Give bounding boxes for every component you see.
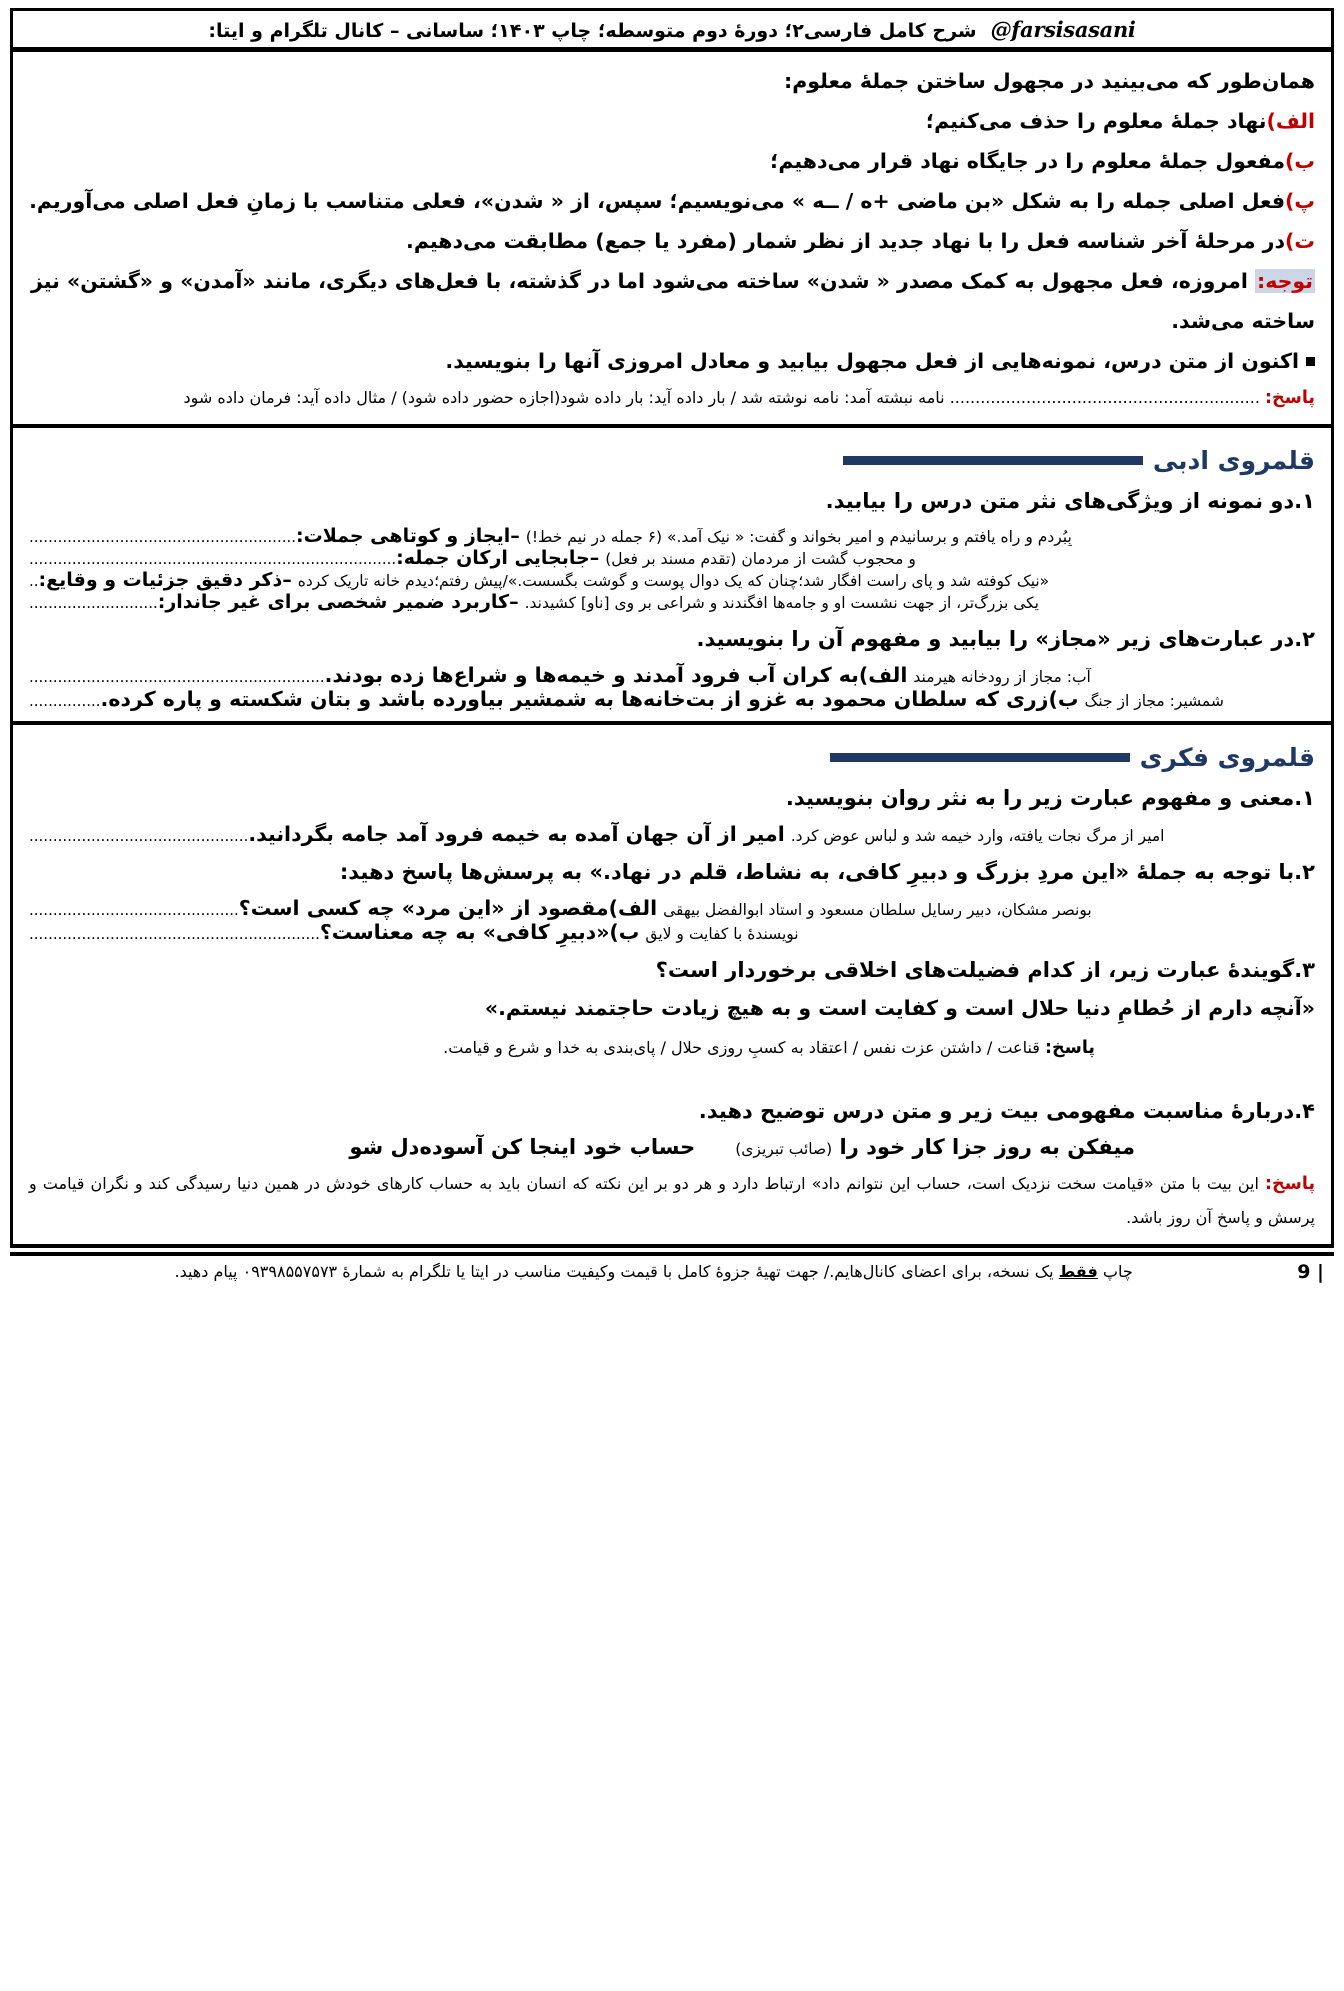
intellectual-q2-item-alef-question: الف)مقصود از «این مرد» چه کسی است؟............................................ <box>29 896 658 921</box>
step-text-alef: نهاد جملهٔ معلوم را حذف می‌کنیم؛ <box>925 108 1267 133</box>
literary-question-1: ۱.دو نمونه از ویژگی‌های نثر متن درس را بیابید. <box>825 489 1315 514</box>
literary-q2-item-alef-question: الف)به کران آب فرود آمدند و خیمه‌ها و شراع‌ها زده بودند............................................................... <box>29 663 908 688</box>
header-title: شرح کامل فارسی۲؛ دورهٔ دوم متوسطه؛ چاپ ۱۴۰۳؛ ساسانی – کانال تلگرام و ایتا: <box>208 19 977 42</box>
note-tag: توجه: <box>1257 268 1313 293</box>
literary-domain-section <box>10 428 1334 725</box>
intellectual-q2-item-alef-answer: بونصر مشکان، دبیر رسایل سلطان مسعود و استاد ابوالفضل بیهقی <box>663 901 1092 920</box>
grammar-task <box>29 342 1315 382</box>
heading-rule <box>830 753 1130 762</box>
literary-item-4-label: –کاربرد ضمیر شخصی برای غیر جاندار:........................... <box>29 591 519 614</box>
grammar-step-pe <box>29 182 1315 222</box>
intellectual-q3-answer-row <box>29 1032 1315 1064</box>
grammar-answer-row <box>29 382 1315 414</box>
heading-rule <box>843 456 1143 465</box>
couplet-line <box>29 1135 1315 1159</box>
square-bullet-icon <box>1306 357 1315 366</box>
footer-emphasis: فقط <box>1058 1262 1098 1281</box>
literary-item-1-answer: بِبُردم و راه یافتم و برسانیدم و امیر بخواند و گفت: « نیک آمد.» (۶ جمله در نیم خط!) <box>525 528 1072 547</box>
intellectual-q2-item-alef <box>29 896 1315 920</box>
intellectual-q2-item-be <box>29 920 1315 944</box>
literary-item-3-answer: «نیک کوفته شد و پای راست افگار شد؛چنان که یک دوال پوست و گوشت بگسست.»/پیش رفتم؛دیدم خانه تاریک کرده <box>297 572 1050 591</box>
literary-item-4 <box>29 591 1315 613</box>
intellectual-domain-label: قلمروی فکری <box>1139 743 1315 773</box>
step-marker-be: ب) <box>1285 148 1315 173</box>
intellectual-q2-item-be-answer: نویسندهٔ با کفایت و لایق <box>645 925 799 944</box>
grammar-note <box>29 262 1315 342</box>
literary-q2-item-be-question: ب)زری که سلطان محمود به غزو از بت‌خانه‌ها به شمشیر بیاورده باشد و بتان شکسته و پاره کرده................ <box>29 687 1079 712</box>
literary-item-3-label: –ذکر دقیق جزئیات و وقایع:.. <box>29 569 292 592</box>
q4-answer-text: این بیت با متن «قیامت سخت نزدیک است، حساب این نتوانم داد» ارتباط دارد و هر دو بر این نکته که انسان باید به حساب کارهای خودش در همین دنیا رسیدگی کند و نگران قیامت و پرسش و پاسخ آن روز باشد. <box>29 1173 1315 1227</box>
intellectual-question-4: ۴.دربارهٔ مناسبت مفهومی بیت زیر و متن درس توضیح دهید. <box>698 1098 1315 1123</box>
intellectual-q1-question: امیر از آن جهان آمده به خیمه فرود آمد جامه بگردانید............................................... <box>29 822 785 847</box>
intellectual-domain-section <box>10 725 1334 1247</box>
grammar-section <box>10 52 1334 428</box>
literary-item-4-answer: یکی بزرگ‌تر، از جهت نشست او و جامه‌ها افگندند و شراعی بر وِی [ناو] کشیدند. <box>524 594 1039 613</box>
step-text-pe: فعل اصلی جمله را به شکل «بن ماضی +ه / ــه » می‌نویسیم؛ سپس، از « شدن»، فعلی متناسب با زمانِ فعل اصلی می‌آوریم. <box>29 188 1286 213</box>
literary-item-1-label: –ایجاز و کوتاهی جملات:........................................................ <box>29 525 520 548</box>
note-text: امروزه، فعل مجهول به کمک مصدر « شدن» ساخته می‌شود اما در گذشته، با فعل‌های دیگری، مانند «آمدن» و «گشتن» نیز ساخته می‌شد. <box>31 268 1315 333</box>
intellectual-q1-item <box>29 822 1315 846</box>
couplet-hemistich-2: میفکن به روز جزا کار خود را (صائب تبریزی) <box>735 1134 1135 1159</box>
q4-answer-label: پاسخ: <box>1265 1173 1316 1194</box>
intellectual-question-2: ۲.با توجه به جملهٔ «این مردِ بزرگ و دبیرِ کافی، به نشاط، قلم در نهاد.» به پرسش‌ها پاسخ دهید: <box>339 860 1315 885</box>
answer-text: نامه نبشته آمد: نامه نوشته شد / بار داده آید: بار داده شود(اجازه حضور داده شود) / مثال داده آید: فرمان داده شود <box>183 387 945 407</box>
answer-label: پاسخ: <box>1265 387 1315 408</box>
literary-item-1 <box>29 525 1315 547</box>
step-text-te: در مرحلهٔ آخر شناسه فعل را با نهاد جدید از نظر شمار (مفرد یا جمع) مطابقت می‌دهیم. <box>406 228 1286 253</box>
q3-answer-label: پاسخ: <box>1045 1038 1095 1059</box>
intellectual-question-1: ۱.معنی و مفهوم عبارت زیر را به نثر روان بنویسید. <box>785 786 1315 811</box>
page-number: 9 | <box>1297 1260 1324 1283</box>
step-text-be: مفعول جملهٔ معلوم را در جایگاه نهاد قرار می‌دهیم؛ <box>770 148 1286 173</box>
literary-question-2: ۲.در عبارت‌های زیر «مجاز» را بیابید و مفهوم آن را بنویسید. <box>696 627 1315 652</box>
literary-q2-item-be-answer: شمشیر: مجاز از جنگ <box>1084 692 1224 711</box>
literary-q2-item-alef <box>29 663 1315 687</box>
literary-item-2-label: –جابجایی ارکان جمله:............................................................................. <box>29 547 600 570</box>
page-footer <box>10 1252 1334 1283</box>
answer-dots: ............................................................. <box>949 387 1260 407</box>
couplet-poet: (صائب تبریزی) <box>735 1139 833 1158</box>
step-marker-te: ت) <box>1285 228 1315 253</box>
couplet-hemistich-1: حساب خود اینجا کن آسوده‌دل شو <box>349 1134 696 1159</box>
page-header <box>10 8 1334 52</box>
literary-item-2-answer: و محجوب گشت از مردمان (تقدم مسند بر فعل) <box>605 550 916 569</box>
literary-domain-label: قلمروی ادبی <box>1152 446 1315 476</box>
footer-text: چاپ فقط یک نسخه، برای اعضای کانال‌هایم./ جهت تهیهٔ جزوهٔ کامل با قیمت وکیفیت مناسب در ایتا یا تلگرام به شمارهٔ ۰۹۳۹۸۵۵۷۵۷۳ پیام دهید. <box>174 1262 1133 1281</box>
intellectual-q3-quote: «آنچه دارم از حُطامِ دنیا حلال است و کفایت است و به هیچ زیادت حاجتمند نیستم.» <box>484 996 1315 1021</box>
literary-item-2 <box>29 547 1315 569</box>
intellectual-q2-item-be-question: ب)«دبیرِ کافی» به چه معناست؟............................................................. <box>29 920 640 945</box>
literary-q2-item-alef-answer: آب: مجاز از رودخانه هیرمند <box>913 668 1091 687</box>
literary-domain-heading <box>29 446 1315 475</box>
literary-q2-item-be <box>29 687 1315 711</box>
grammar-task-text: اکنون از متن درس، نمونه‌هایی از فعل مجهول بیابید و معادل امروزی آنها را بنویسید. <box>445 348 1299 373</box>
grammar-intro: همان‌طور که می‌بینید در مجهول ساختن جملهٔ معلوم: <box>784 69 1315 93</box>
grammar-step-be <box>29 142 1315 182</box>
intellectual-domain-heading <box>29 743 1315 772</box>
intellectual-q1-answer: امیر از مرگ نجات یافته، وارد خیمه شد و لباس عوض کرد. <box>790 827 1165 846</box>
literary-item-3 <box>29 569 1315 591</box>
grammar-step-te <box>29 222 1315 262</box>
telegram-handle: @farsisasani <box>990 16 1136 42</box>
intellectual-q4-answer-row <box>29 1167 1315 1234</box>
step-marker-alef: الف) <box>1266 108 1315 133</box>
grammar-step-alef <box>29 102 1315 142</box>
step-marker-pe: پ) <box>1285 188 1315 213</box>
q3-answer-text: قناعت / داشتن عزت نفس / اعتقاد به کسبِ روزی حلال / پای‌بندی به خدا و شرع و قیامت. <box>443 1038 1040 1058</box>
intellectual-question-3: ۳.گویندهٔ عبارت زیر، از کدام فضیلت‌های اخلاقی برخوردار است؟ <box>655 958 1315 983</box>
